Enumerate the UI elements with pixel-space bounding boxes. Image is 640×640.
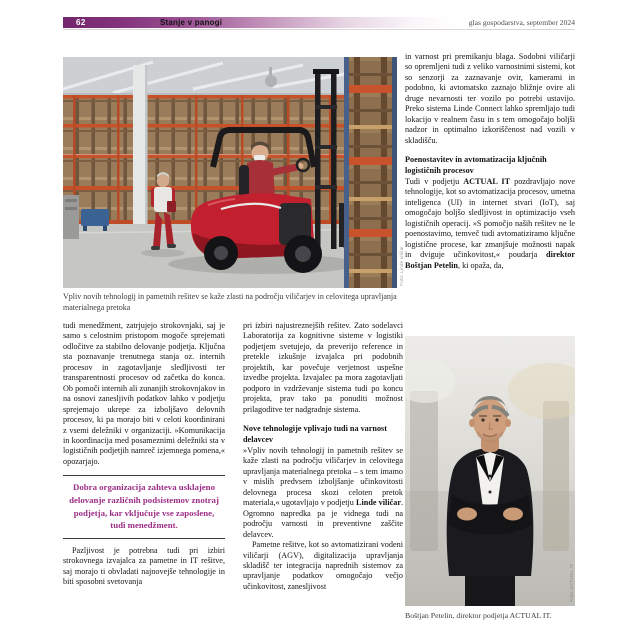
text-run: , ki opaža, da, xyxy=(458,260,504,270)
body-paragraph: tudi menedžment, zatrjujejo strokovnjaki, saj je samo s celostnim pristopom mogoče sprejemati odločitve za stabilno delovanje podjetja. Ključna sta poznavanje trenutnega stanja oz. internih procesov in zagotavljanje sledljivosti ter transparentnosti procesov od začetka do konca. Ob pomoči internih ali zunanjih strokovnjakov in na osnovi zanesljivih podatkov lahko v podjetju sprejemajo ukrepe za izboljšavo delovnih procesov, ki pa morajo biti v celoti koordinirani z vsemi deležniki v organizaciji. »Komunikacija in koordinacija med posameznimi deležniki sta v logističnih podjetjih namreč izjemnega pomena,« opozarjajo. xyxy=(63,321,225,466)
column-1 xyxy=(63,321,225,588)
pull-quote: Dobra organizacija zahteva usklajeno delovanje različnih podsistemov znotraj podjetja, kar vključuje vse zaposlene, tudi menedžment. xyxy=(63,475,225,538)
company-name-linde: Linde viličar xyxy=(356,498,401,508)
page-number: 62 xyxy=(76,18,86,27)
subheading-safety: Nove tehnologije vplivajo tudi na varnost delavcev xyxy=(243,424,387,444)
hero-photo xyxy=(63,57,404,288)
body-paragraph xyxy=(243,446,403,540)
person-name: direktor Boštjan Petelin xyxy=(405,250,575,270)
body-paragraph: pri izbiri najustreznejših rešitev. Zato sodelavci Laboratorija za kognitivne sisteme v logistiki podjetjem svetujejo, da preverijo reference in pretekle izkušnje izvajalca pri podobnih projektih, kar povečuje verjetnost uspešne izvedbe projekta. Izvajalec pa mora zagotavljati podporo in vzdrževanje sistema tudi po koncu projekta, prav tako pa ponuditi možnost prilagoditve ter nadgradnje sistema. xyxy=(243,321,403,414)
body-paragraph: Pametne rešitve, kot so avtomatizirani vodeni viličarji (AGV), digitalizacija upravljanja skladišč ter integracija naprednih sistemov za upravljanje podatkov omogočajo večjo učinkovitost, zanesljivost xyxy=(243,540,403,591)
foreground-rack xyxy=(344,57,397,288)
portrait-caption: Boštjan Petelin, direktor podjetja ACTUAL IT. xyxy=(405,611,552,620)
body-paragraph xyxy=(405,177,575,271)
section-title: Stanje v panogi xyxy=(160,18,223,27)
portrait-photo-image xyxy=(405,336,575,606)
portrait-photo xyxy=(405,336,575,606)
body-paragraph: in varnost pri premikanju blaga. Sodobni viličarji so opremljeni tudi z veliko varnostnimi sistemi, kot so senzorji za zaznavanje ovir, kamerami in podobno, ki avtomatsko zaznajo bližnje ovire ali druge nevarnosti ter vozilo po potrebi ustavijo. Preko sistema Linde Connect lahko spremljajo tudi lokacijo v realnem času in s tem omogočajo boljši nadzor in optimalno izkoriščenost nad vozili v skladišču. xyxy=(405,52,575,145)
text-run: Tudi v podjetju xyxy=(405,176,464,186)
text-run: »Vpliv novih tehnologij in pametnih rešitev se kaže zlasti na področju viličarjev in celovitega upravljanja materialnega pretoka – s tem imamo v mislih predvsem izboljšanje učinkovitosti delovnega procesa skozi celoten pretok materiala,« ugotavljajo v podjetju xyxy=(243,445,403,508)
pillar xyxy=(133,65,147,225)
header-rule xyxy=(63,29,575,30)
warehouse-forklift-photo xyxy=(63,57,397,288)
hero-photo-credit: Foto: Linde viličar xyxy=(399,246,404,286)
masthead: glas gospodarstva, september 2024 xyxy=(468,18,575,27)
company-name-actual-it: ACTUAL IT xyxy=(463,176,511,186)
column-3 xyxy=(405,52,575,271)
portrait-photo-credit: Foto: ACTUAL IT xyxy=(569,564,574,602)
text-run: pozdravljajo nove tehnologije, kot so avtomatizacija procesov, umetna inteligenca (UI) in internet stvari (IoT), saj omogočajo boljšo sledljivost in optimizacijo vseh logističnih operacij. »S pomočjo naših rešitev ne le poenostavimo, temveč tudi avtomatiziramo ključne logistične procese, kar zmanjšuje možnosti napak in dviguje učinkovitost,« poudarja xyxy=(405,176,575,260)
body-paragraph: Pazljivost je potrebna tudi pri izbiri strokovnega izvajalca za pametne in IT rešitve, saj morajo ti obvladati najnovejše tehnologije in biti sposobni svetovanja xyxy=(63,545,225,587)
hero-caption: Vpliv novih tehnologij in pametnih rešitev se kaže zlasti na področju viličarjev in celovitega upravljanja materialnega pretoka xyxy=(63,292,397,312)
column-2 xyxy=(243,321,403,592)
text-run: . Ogromno napredka pa je vidnega tudi na področju varnosti in preventivne zaščite delavcev. xyxy=(243,498,404,539)
subheading-automation: Poenostavitev in avtomatizacija ključnih logističnih procesov xyxy=(405,155,547,175)
